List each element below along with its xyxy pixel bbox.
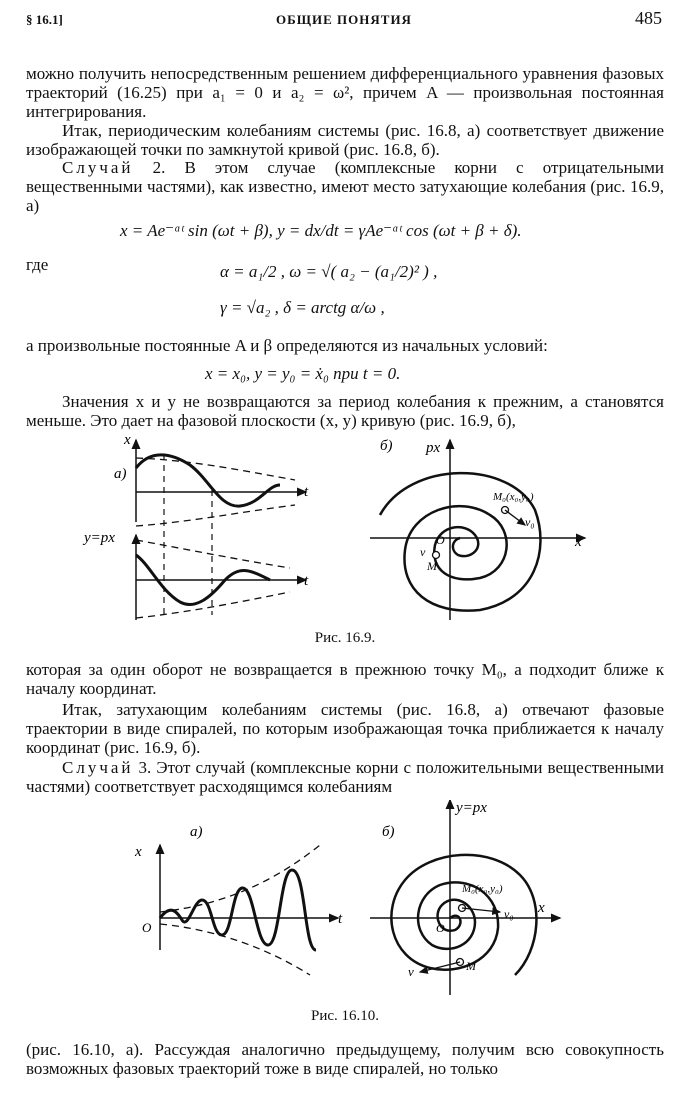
figure-16-10-caption: Рис. 16.10. bbox=[310, 1008, 380, 1024]
paragraph-6: Итак, затухающим колебаниям системы (рис. 16.8, a) отвечают фазовые траектории в виде спиралей, по которым изображающая точка приближается к началу координат (рис. 16.9, б). bbox=[26, 700, 664, 757]
fig9a-upper-plot bbox=[136, 440, 306, 615]
page-header bbox=[26, 8, 662, 32]
paragraph-case-3 bbox=[26, 758, 664, 796]
fig10a-label: a) bbox=[190, 824, 203, 840]
where-label: где bbox=[26, 255, 49, 274]
fig10b-m0-label: M₀(x₀,y₀) bbox=[462, 883, 503, 895]
fig9a-t-label: t bbox=[304, 484, 309, 500]
fig10b-m-label: M bbox=[466, 959, 476, 973]
fig10a-plot bbox=[160, 845, 338, 975]
fig9a-ypx-label: y=px bbox=[84, 530, 115, 546]
fig10b-origin-label: O bbox=[436, 921, 445, 935]
fig9a-label: a) bbox=[114, 466, 127, 482]
fig9b-m0-label: M₀(x₀,y₀) bbox=[493, 491, 534, 503]
case-2-text: 2. В этом случае (комплексные корни с отрицательными вещественными частями), как известно, имеют место затухающие колебания (рис. 16.9, a) bbox=[26, 158, 664, 215]
fig9a-x-label: x bbox=[124, 432, 131, 448]
paragraph-2: Итак, периодическим колебаниям системы (рис. 16.8, a) соответствует движение изображающей точки по замкнутой кривой (рис. 16.8, б). bbox=[26, 121, 664, 159]
fig9b-x-label: x bbox=[575, 534, 582, 550]
case-3-label: Случай bbox=[62, 758, 134, 777]
fig10b-v0-label: v₀ bbox=[504, 907, 514, 921]
fig10b-x-label: x bbox=[538, 900, 545, 916]
running-title: ОБЩИЕ ПОНЯТИЯ bbox=[276, 12, 412, 27]
fig10a-x-label: x bbox=[135, 844, 142, 860]
fig9b-m-label: M bbox=[427, 559, 437, 573]
equation-2: α = a₁/2 , ω = √( a₂ − (a₁/2)² ) , bbox=[220, 262, 438, 281]
paragraph-5: которая за один оборот не возвращается в прежнюю точку M₀, а подходит ближе к началу координат. bbox=[26, 660, 664, 698]
paragraph-4: Значения x и y не возвращаются за период колебания к прежним, а становятся меньше. Это дает на фазовой плоскости (x, y) кривую (рис. 16.9, б), bbox=[26, 392, 664, 430]
fig9b-phase-plot bbox=[370, 440, 585, 620]
fig10b-phase-plot bbox=[370, 800, 560, 995]
fig9b-label: б) bbox=[380, 438, 393, 454]
fig9a-t2-label: t bbox=[304, 573, 309, 589]
figure-16-9-caption: Рис. 16.9. bbox=[314, 630, 376, 646]
equation-4: x = x₀, y = y₀ = ẋ₀ при t = 0. bbox=[205, 364, 401, 383]
page-number: 485 bbox=[635, 8, 662, 28]
equation-1: x = Ae⁻ᵅᵗ sin (ωt + β), y = dx/dt = γAe⁻ᵅᵗ cos (ωt + β + δ). bbox=[120, 221, 522, 240]
fig9a-lower-plot bbox=[136, 535, 306, 620]
figure-16-10 bbox=[120, 800, 580, 1000]
case-2-label: Случай bbox=[62, 158, 134, 177]
fig9b-px-label: px bbox=[426, 440, 441, 456]
section-ref: § 16.1] bbox=[26, 12, 63, 27]
fig10b-v-label: v bbox=[408, 964, 414, 979]
paragraph-case-2 bbox=[26, 158, 664, 215]
paragraph-7: (рис. 16.10, a). Рассуждая аналогично предыдущему, получим всю совокупность возможных фазовых траекторий тоже в виде спиралей, но только bbox=[26, 1040, 664, 1078]
case-3-text: 3. Этот случай (комплексные корни с положительными вещественными частями) соответствует расходящимся колебаниям bbox=[26, 758, 664, 796]
figure-16-9 bbox=[80, 430, 600, 630]
fig10b-ypx-label: y=px bbox=[456, 800, 487, 816]
fig10b-label: б) bbox=[382, 824, 395, 840]
equation-3: γ = √a₂ , δ = arctg α/ω , bbox=[220, 298, 385, 317]
fig9b-origin-label: O bbox=[436, 533, 445, 547]
paragraph-3: а произвольные постоянные A и β определяются из начальных условий: bbox=[26, 336, 548, 355]
fig10a-t-label: t bbox=[338, 911, 343, 927]
paragraph-1: можно получить непосредственным решением дифференциального уравнения фазовых траекторий (16.25) при a₁ = 0 и a₂ = ω², причем A — произвольная постоянная интегрирования. bbox=[26, 64, 664, 121]
fig9b-v0-label: v₀ bbox=[525, 515, 535, 529]
fig9b-v-label: v bbox=[420, 545, 426, 559]
fig10a-origin-label: O bbox=[142, 920, 152, 935]
